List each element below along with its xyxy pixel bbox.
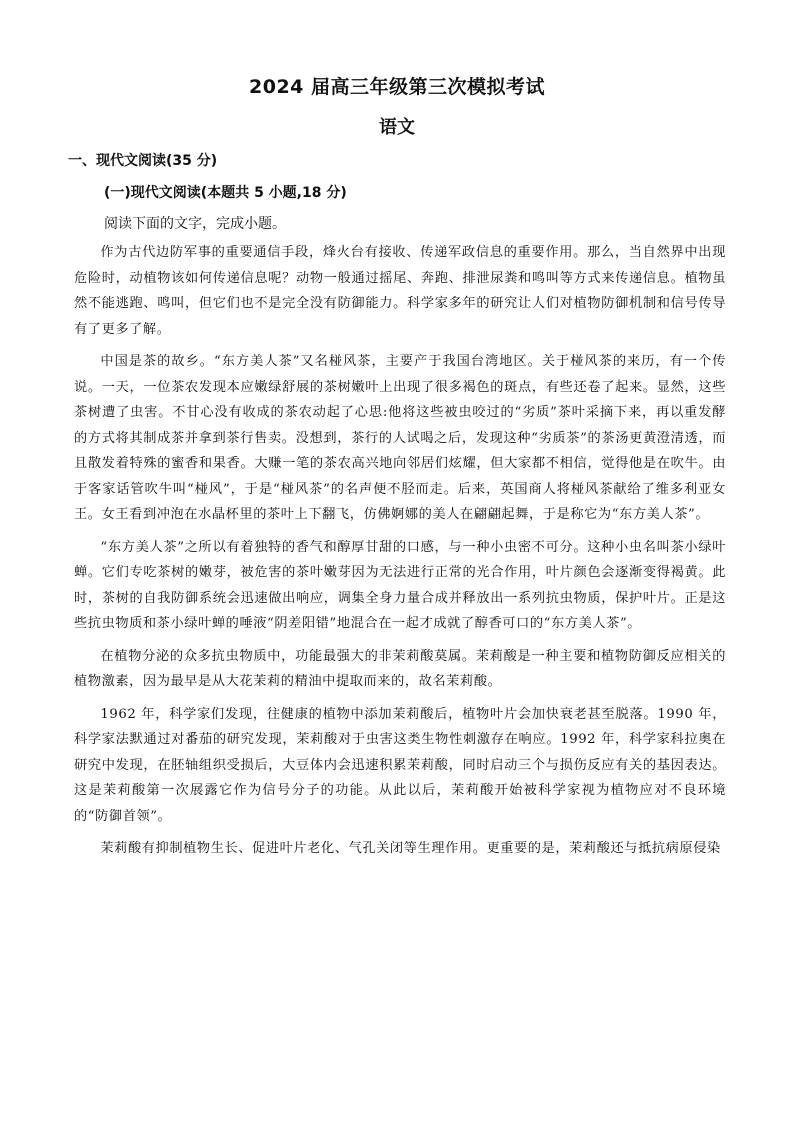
passage-paragraph: 茉莉酸有抑制植物生长、促进叶片老化、气孔关闭等生理作用。更重要的是，茉莉酸还与抵抗病原侵染 <box>100 841 721 856</box>
passage-paragraph: 中国是茶的故乡。“东方美人茶”又名椪风茶，主要产于我国台湾地区。关于椪风茶的来历，有一个传说。一天，一位茶农发现本应嫩绿舒展的茶树嫩叶上出现了很多褐色的斑点，有些还卷了起来。显然，这些茶树遭了虫害。不甘心没有收成的茶农动起了心思:他将这些被虫咬过的“劣质”茶叶采摘下来，再以重发酵的方式将其制成茶并拿到茶行售卖。没想到，茶行的人试喝之后，发现这种“劣质茶”的茶汤更黄澄清透，而且散发着特殊的蜜香和果香。大赚一笔的茶农高兴地向邻居们炫耀，但大家都不相信，觉得他是在吹牛。由于客家话管吹牛叫“椪风”，于是“椪风茶”的名声便不胫而走。后来，英国商人将椪风茶献给了维多利亚女王。女王看到冲泡在水晶杯里的茶叶上下翻飞，仿佛婀娜的美人在翩翩起舞，于是称它为“东方美人茶”。 <box>74 354 726 522</box>
exam-title: 2024 届高三年级第三次模拟考试 <box>249 76 545 98</box>
passage-paragraph: “东方美人茶”之所以有着独特的香气和醇厚甘甜的口感，与一种小虫密不可分。这种小虫名叫茶小绿叶蝉。它们专吃茶树的嫩芽，被危害的茶叶嫩芽因为无法进行正常的光合作用，叶片颜色会逐渐变得褐黄。此时，茶树的自我防御系统会迅速做出响应，调集全身力量合成并释放出一系列抗虫物质，保护叶片。正是这些抗虫物质和茶小绿叶蝉的唾液“阴差阳错”地混合在一起才成就了醇香可口的“东方美人茶”。 <box>74 539 726 631</box>
subject-title: 语文 <box>379 117 415 138</box>
passage-paragraph: 1962 年，科学家们发现，往健康的植物中添加茉莉酸后，植物叶片会加快衰老甚至脱落。1990 年，科学家法默通过对番茄的研究发现，茉莉酸对于虫害这类生物性刺激存在响应。1992 年，科学家科拉奥在研究中发现，在胚轴组织受损后，大豆体内会迅速积累茉莉酸，同时启动三个与损伤反应有关的基因表达。这是茉莉酸第一次展露它作为信号分子的功能。从此以后，茉莉酸开始被科学家视为植物应对不良环境的“防御首领”。 <box>74 706 726 824</box>
section-heading: 一、现代文阅读(35 分) <box>68 153 218 169</box>
reading-passage <box>74 240 726 862</box>
reading-instruction: 阅读下面的文字，完成小题。 <box>104 216 286 232</box>
subsection-heading: (一)现代文阅读(本题共 5 小题,18 分) <box>104 185 347 201</box>
passage-paragraph: 在植物分泌的众多抗虫物质中，功能最强大的非茉莉酸莫属。茉莉酸是一种主要和植物防御反应相关的植物激素，因为最早是从大花茉莉的精油中提取而来的，故名茉莉酸。 <box>74 648 726 689</box>
passage-paragraph: 作为古代边防军事的重要通信手段，烽火台有接收、传递军政信息的重要作用。那么，当自然界中出现危险时，动植物该如何传递信息呢？动物一般通过摇尾、奔跑、排泄尿粪和鸣叫等方式来传递信息。植物虽然不能逃跑、鸣叫，但它们也不是完全没有防御能力。科学家多年的研究让人们对植物防御机制和信号传导有了更多了解。 <box>74 245 726 337</box>
